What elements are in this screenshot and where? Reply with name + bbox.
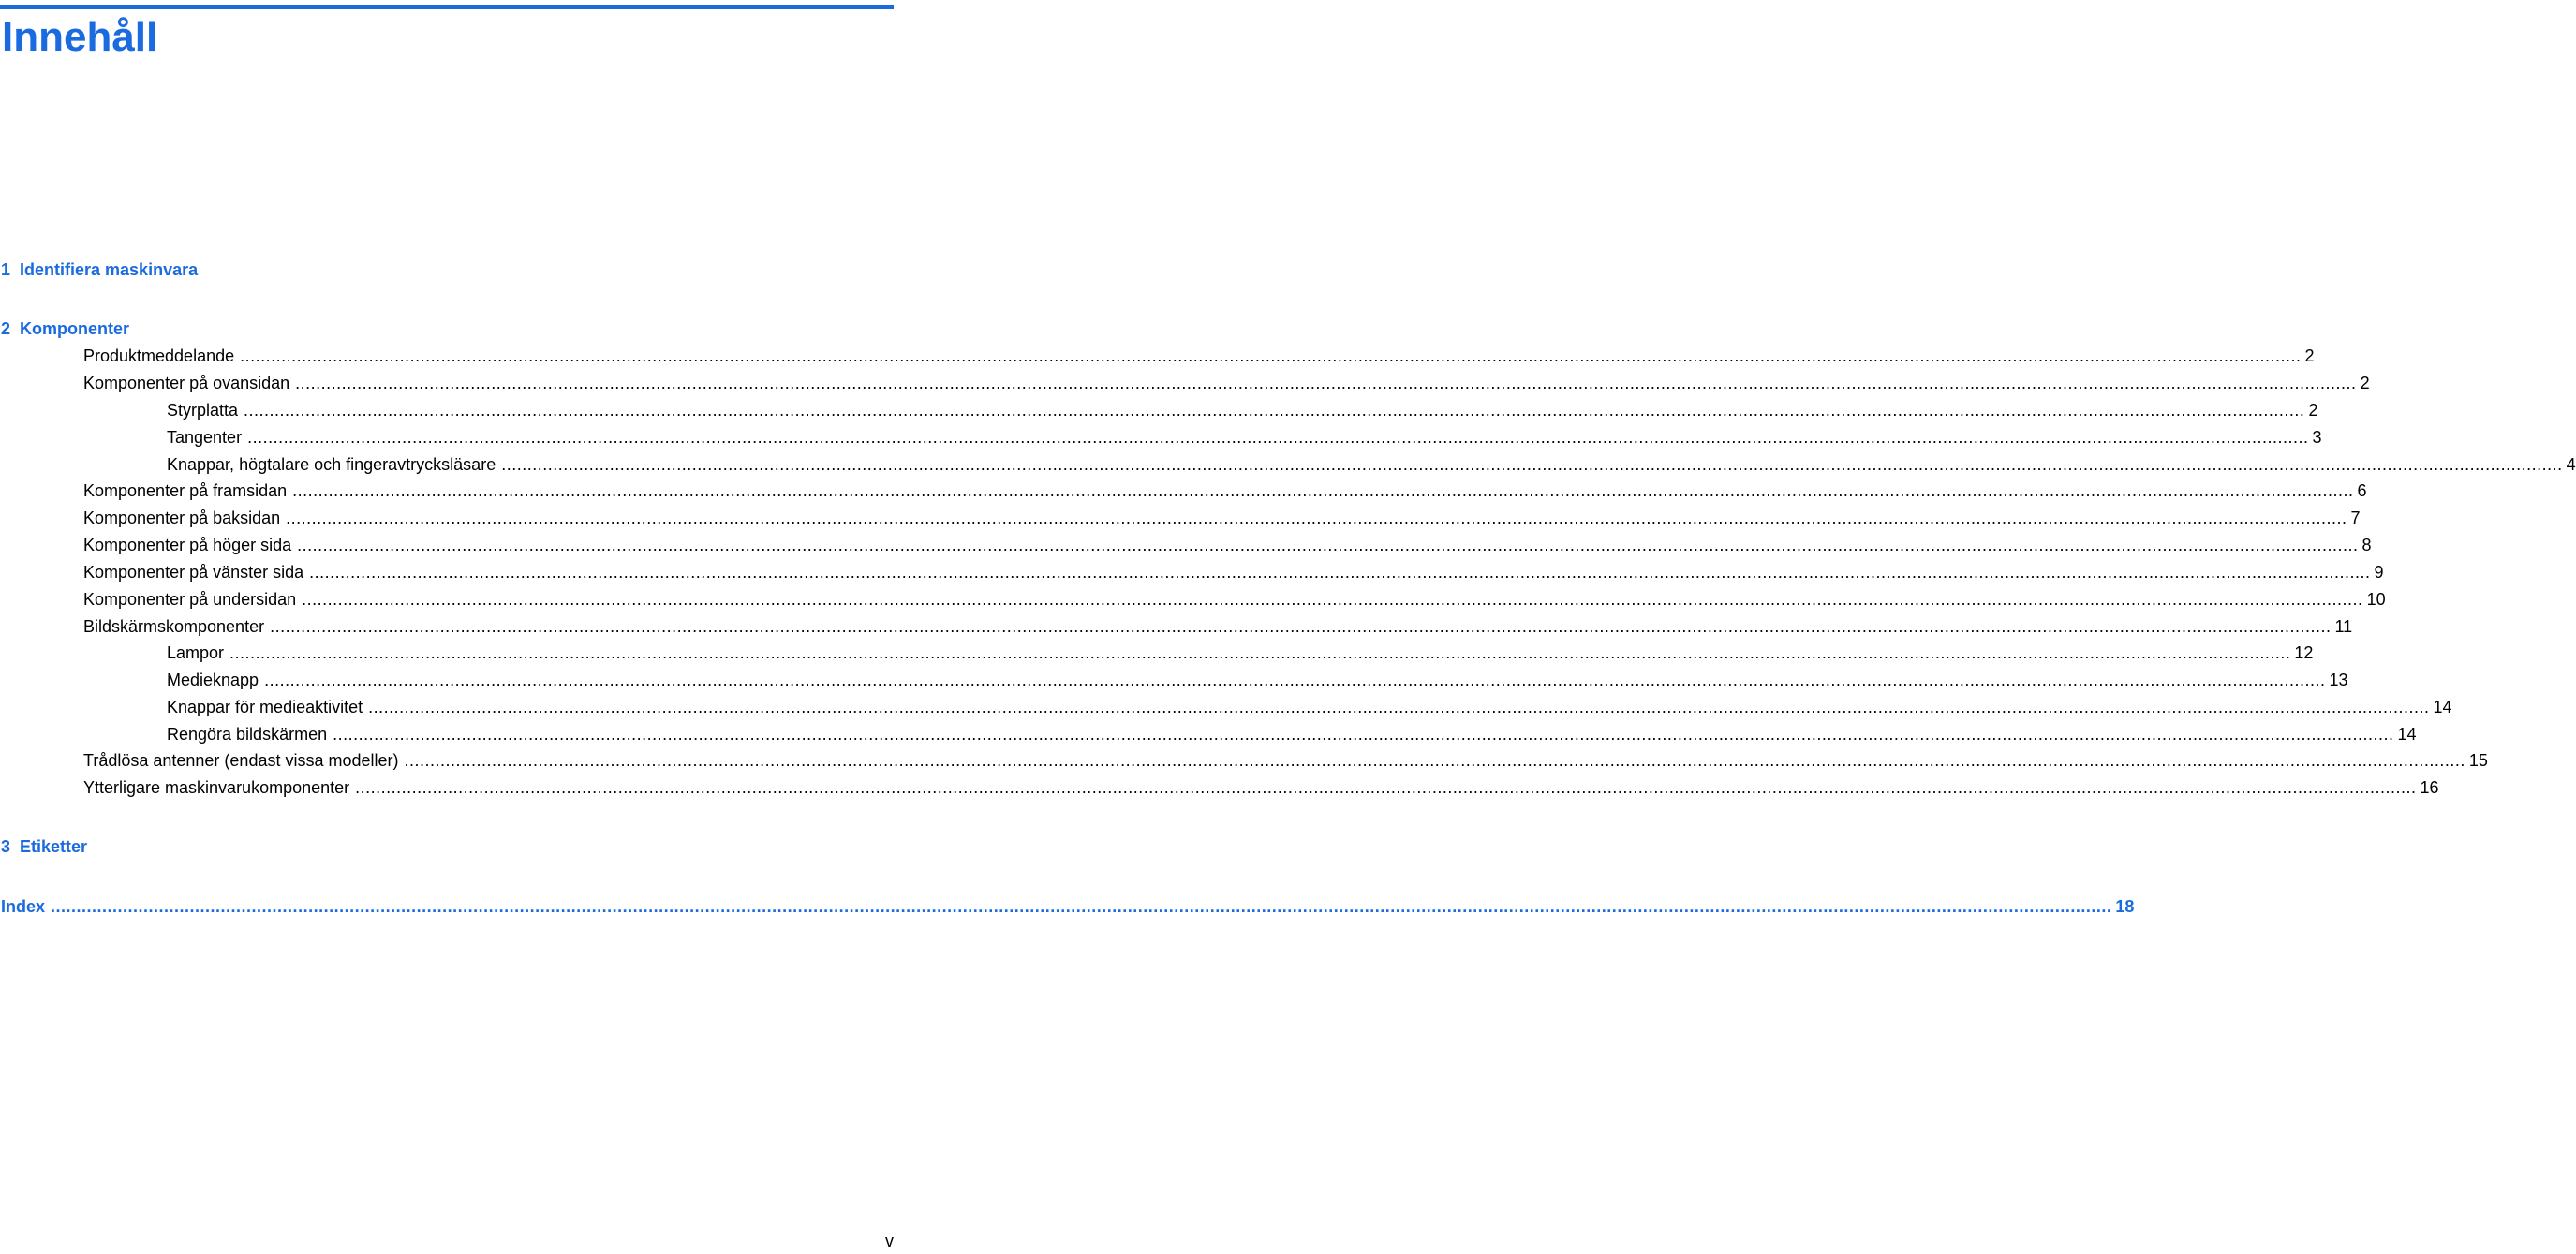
toc-subentry[interactable] [167,694,2452,720]
toc-chapter-1[interactable] [1,257,894,283]
toc-entry-label: Komponenter på framsidan [83,481,288,500]
toc-entry-page: 14 [2397,725,2417,744]
dot-leader: ................................................................................................................................................................................................................................................................................................................................................................................................................ [297,536,2359,554]
toc-entry-page: 6 [2357,481,2367,500]
toc-entry[interactable] [83,586,2386,612]
toc-entry-page: 10 [2366,590,2386,609]
toc-index-entry[interactable] [1,893,2135,920]
toc-chapter-2[interactable] [1,316,894,342]
toc-entry-label: Styrplatta [167,401,239,420]
toc-subentry[interactable] [167,424,2322,450]
dot-leader: ................................................................................................................................................................................................................................................................................................................................................................................................................ [333,725,2394,744]
toc-entry[interactable] [83,775,2439,801]
chapter-number: 2 [1,319,11,338]
toc-entry-label: Komponenter på höger sida [83,536,292,554]
toc-entry[interactable] [83,613,2353,640]
toc-entry-page: 14 [2433,698,2452,716]
page-number: v [885,1232,894,1250]
toc-entry-page: 18 [2115,897,2135,916]
toc-subentry[interactable] [167,667,2348,693]
dot-leader: ................................................................................................................................................................................................................................................................................................................................................................................................................ [229,643,2291,662]
toc-entry-page: 16 [2420,778,2439,797]
toc-entry-label: Tangenter [167,428,243,447]
dot-leader: ................................................................................................................................................................................................................................................................................................................................................................................................................ [240,347,2302,365]
toc-entry-label: Medieknapp [167,671,259,689]
toc-entry-label: Bildskärmskomponenter [83,617,265,636]
toc-chapter-3[interactable] [1,834,894,860]
toc-entry-label: Komponenter på vänster sida [83,563,304,582]
toc-entry[interactable] [83,505,2361,531]
toc-entry[interactable] [83,478,2367,504]
toc-entry-page: 12 [2294,643,2314,662]
dot-leader: ................................................................................................................................................................................................................................................................................................................................................................................................................ [501,455,2563,474]
dot-leader: ................................................................................................................................................................................................................................................................................................................................................................................................................ [368,698,2430,716]
toc-entry-label: Knappar, högtalare och fingeravtrycksläsare [167,455,496,474]
toc-entry-label: Knappar för medieaktivitet [167,698,363,716]
chapter-number: 3 [1,837,11,856]
chapter-title: Komponenter [20,319,130,338]
toc-entry[interactable] [83,532,2372,558]
toc-entry-page: 9 [2374,563,2384,582]
toc-subentry[interactable] [167,451,2576,478]
toc-entry-page: 8 [2361,536,2372,554]
toc-entry-page: 3 [2312,428,2322,447]
dot-leader: ................................................................................................................................................................................................................................................................................................................................................................................................................ [244,401,2305,420]
toc-entry-page: 2 [2304,347,2315,365]
page-title: Innehåll [2,14,158,60]
dot-leader: ................................................................................................................................................................................................................................................................................................................................................................................................................ [404,751,2465,770]
toc-entry-label: Rengöra bildskärmen [167,725,328,744]
dot-leader: ................................................................................................................................................................................................................................................................................................................................................................................................................ [286,509,2347,527]
chapter-title: Etiketter [20,837,88,856]
dot-leader: ................................................................................................................................................................................................................................................................................................................................................................................................................ [270,617,2332,636]
toc-entry-page: 15 [2468,751,2488,770]
toc-entry[interactable] [83,370,2370,396]
toc-entry-label: Index [1,897,46,916]
toc-entry[interactable] [83,343,2315,369]
toc-entry-page: 13 [2329,671,2348,689]
dot-leader: ................................................................................................................................................................................................................................................................................................................................................................................................................ [51,897,2112,916]
toc-entry-label: Komponenter på ovansidan [83,374,290,392]
dot-leader: ................................................................................................................................................................................................................................................................................................................................................................................................................ [264,671,2326,689]
toc-entry-label: Komponenter på baksidan [83,509,281,527]
top-rule [0,5,894,9]
chapter-number: 1 [1,260,11,279]
toc-entry-page: 4 [2566,455,2576,474]
toc-entry-label: Trådlösa antenner (endast vissa modeller) [83,751,399,770]
toc-entry-label: Produktmeddelande [83,347,235,365]
toc-subentry[interactable] [167,640,2314,666]
toc-entry-page: 2 [2308,401,2318,420]
toc-entry-label: Lampor [167,643,225,662]
toc-entry-label: Ytterligare maskinvarukomponenter [83,778,350,797]
dot-leader: ................................................................................................................................................................................................................................................................................................................................................................................................................ [355,778,2417,797]
dot-leader: ................................................................................................................................................................................................................................................................................................................................................................................................................ [309,563,2371,582]
toc-entry-label: Komponenter på undersidan [83,590,297,609]
toc-entry[interactable] [83,559,2384,585]
toc-subentry[interactable] [167,397,2318,423]
toc-subentry[interactable] [167,721,2417,747]
dot-leader: ................................................................................................................................................................................................................................................................................................................................................................................................................ [292,481,2354,500]
dot-leader: ................................................................................................................................................................................................................................................................................................................................................................................................................ [295,374,2357,392]
toc-entry[interactable] [83,747,2488,774]
chapter-title: Identifiera maskinvara [20,260,199,279]
toc-entry-page: 7 [2350,509,2361,527]
dot-leader: ................................................................................................................................................................................................................................................................................................................................................................................................................ [302,590,2363,609]
toc-entry-page: 2 [2360,374,2370,392]
dot-leader: ................................................................................................................................................................................................................................................................................................................................................................................................................ [247,428,2309,447]
toc-entry-page: 11 [2334,617,2353,636]
